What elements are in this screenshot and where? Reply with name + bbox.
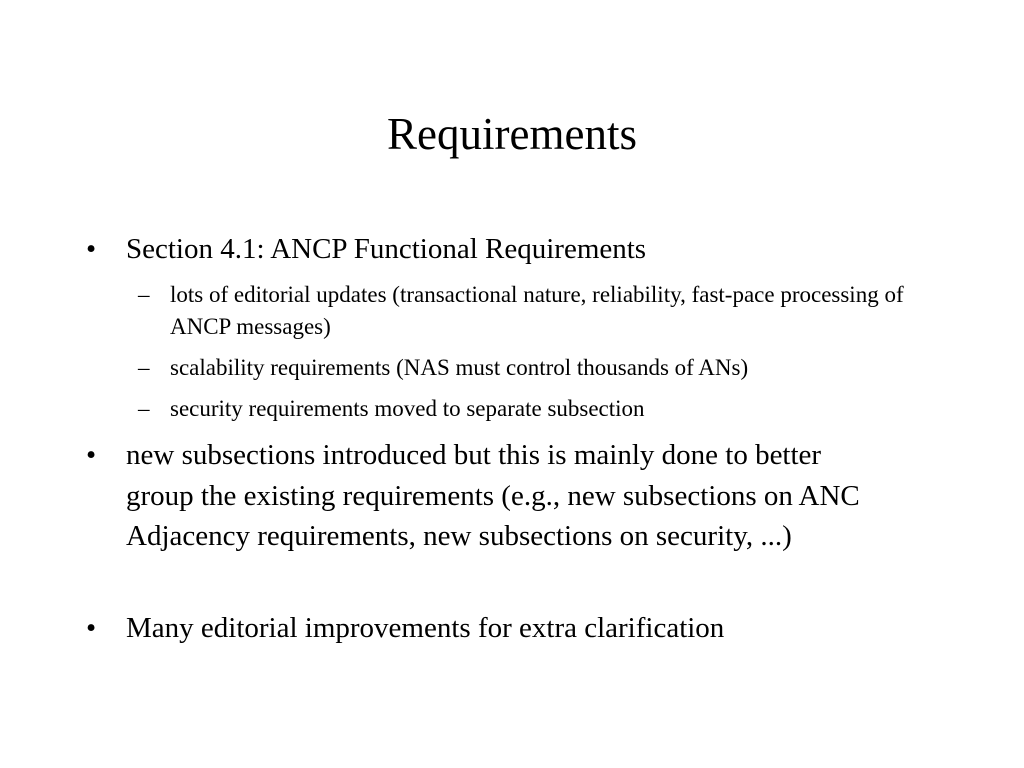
bullet-text-new-subsections: new subsections introduced but this is mainly done to better group the existing requirements (e.g., new subsections on ANC Adjacency requirements, new subsections on security, ...) [126, 439, 860, 552]
bullet-marker: • [86, 612, 97, 644]
sub-bullet-text-editorial-updates: lots of editorial updates (transactional nature, reliability, fast-pace processing of ANCP messages) [170, 282, 904, 339]
bullet-text-section-4-1: Section 4.1: ANCP Functional Requirements [126, 233, 647, 265]
sub-bullet-marker: – [138, 355, 150, 380]
sub-bullet-text-scalability: scalability requirements (NAS must control thousands of ANs) [170, 355, 749, 380]
sub-bullet-marker: – [138, 396, 150, 421]
sub-bullet-text-security: security requirements moved to separate subsection [170, 396, 645, 421]
slide-title: Requirements [387, 109, 637, 159]
sub-bullet-marker: – [138, 282, 150, 307]
bullet-marker: • [86, 439, 97, 471]
bullet-marker: • [86, 233, 97, 265]
bullet-text-editorial-improvements: Many editorial improvements for extra clarification [126, 612, 725, 644]
